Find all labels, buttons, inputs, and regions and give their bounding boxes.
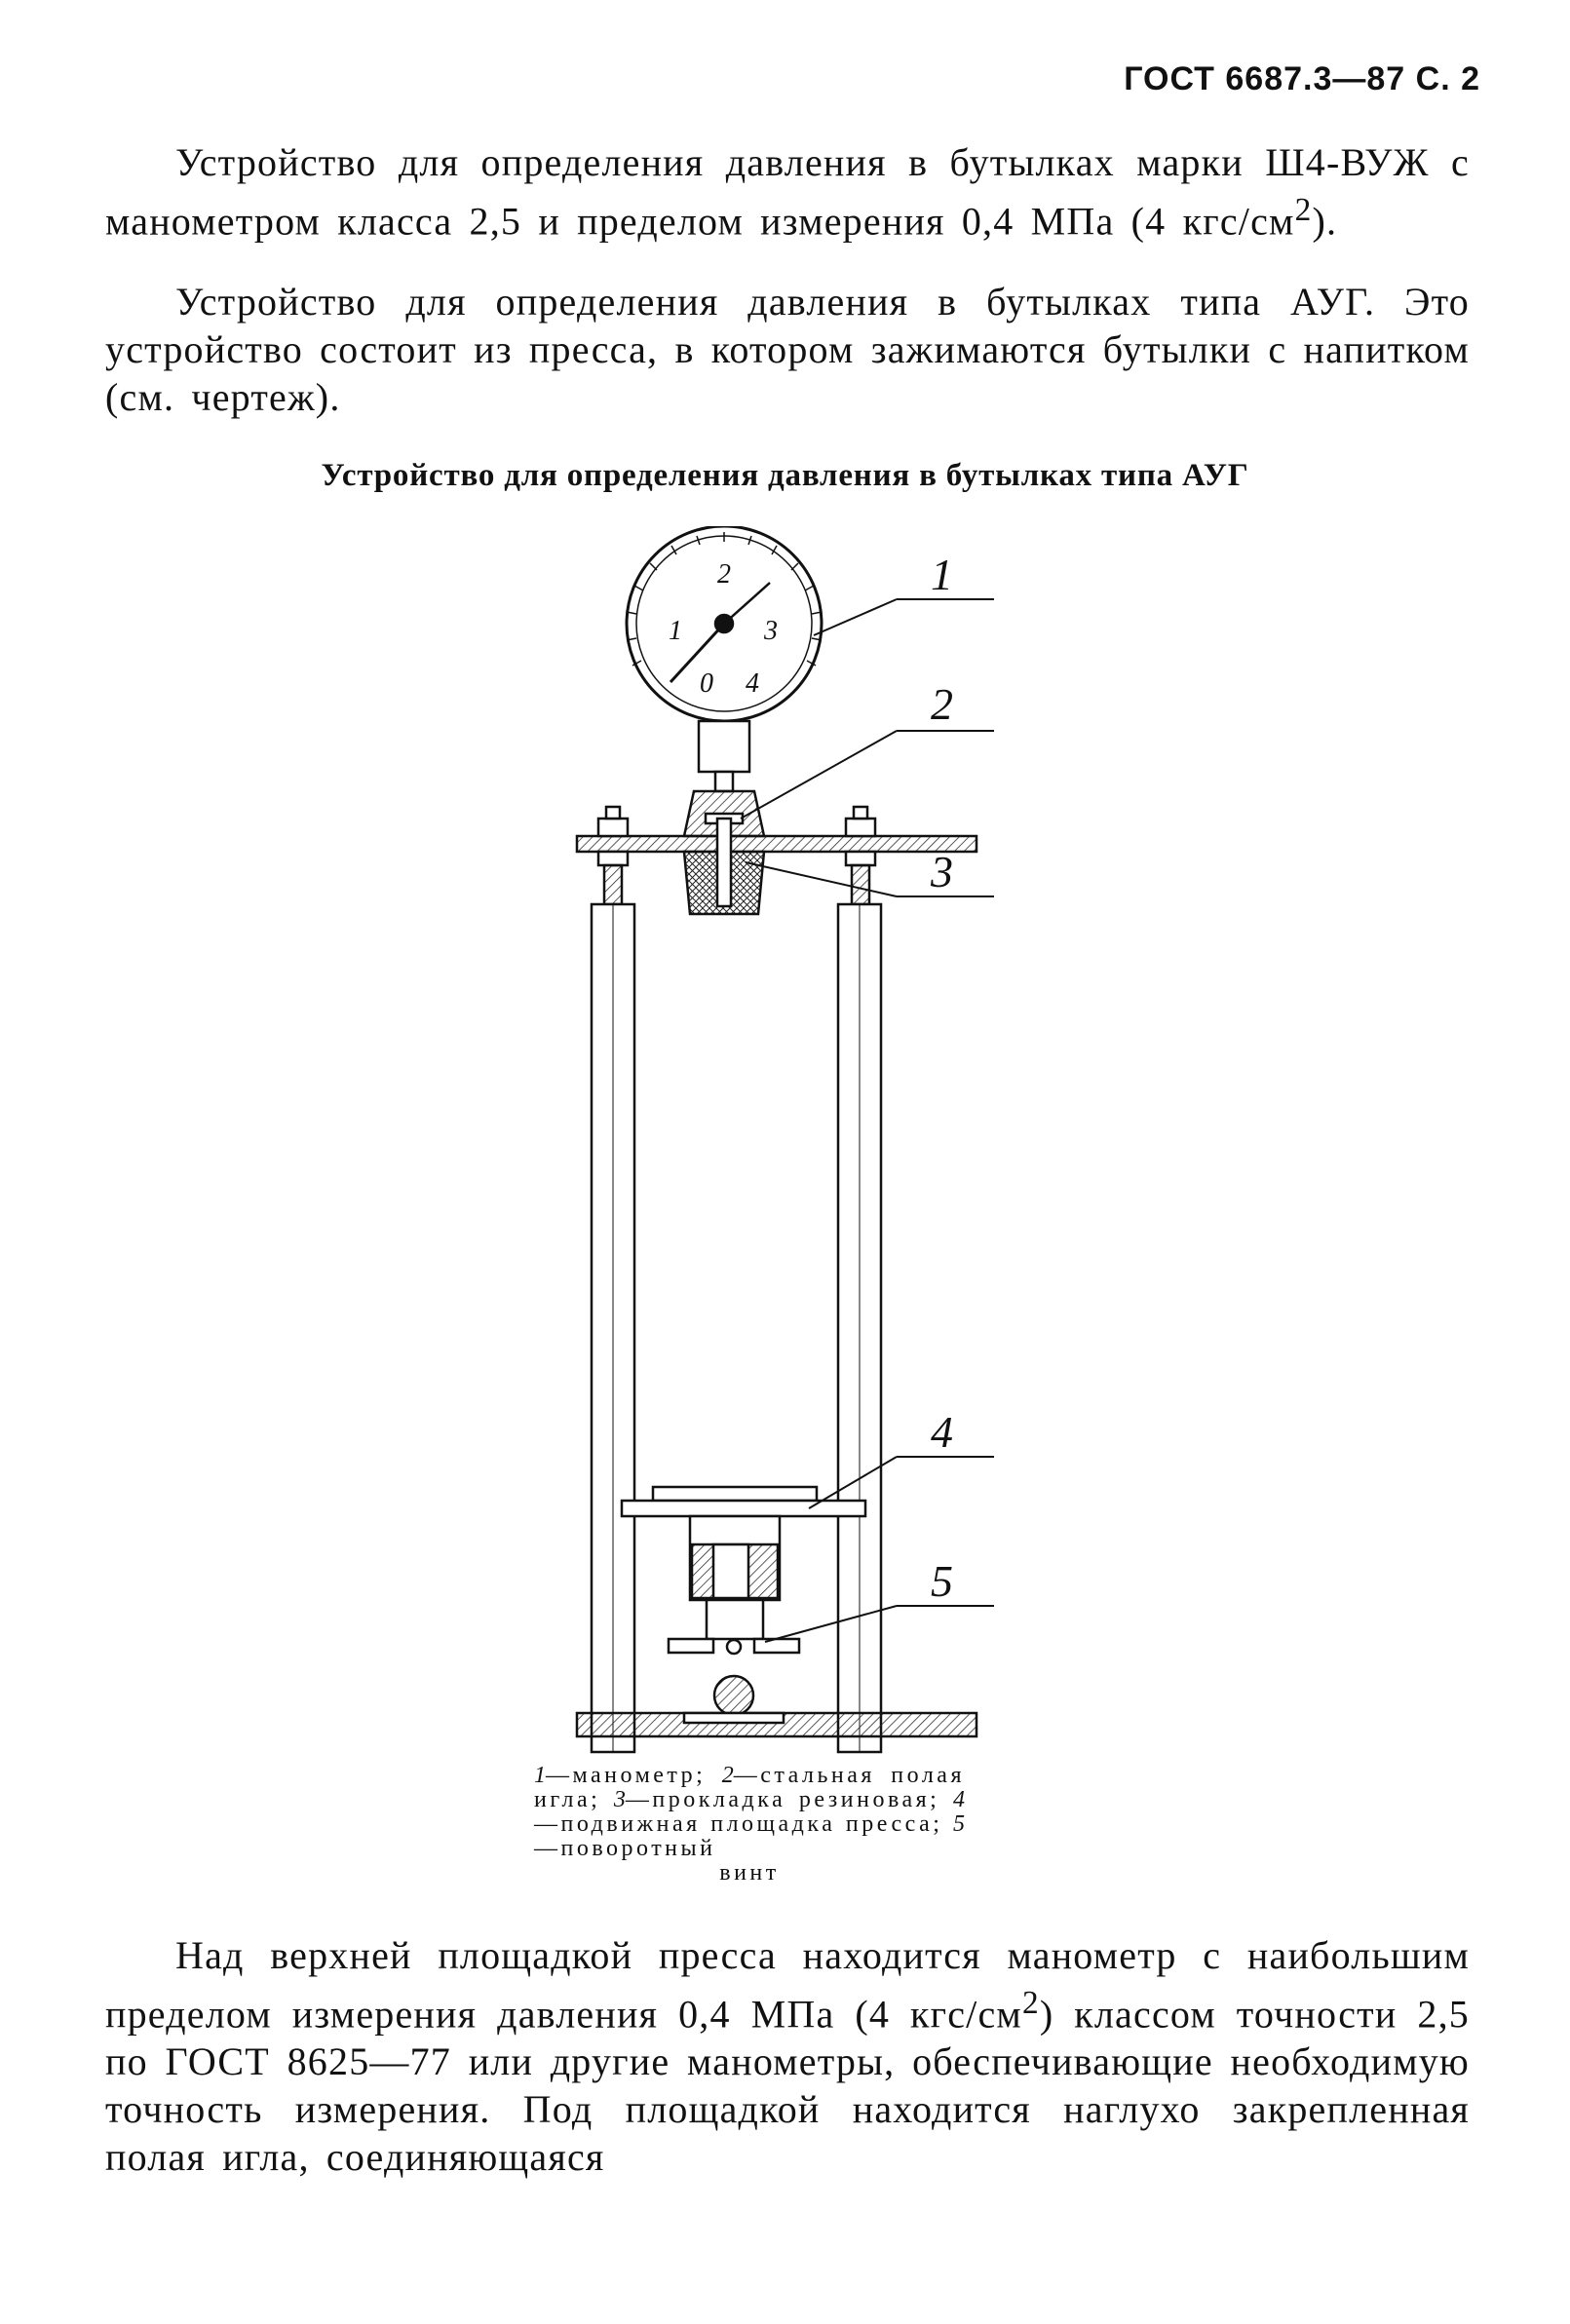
gauge-label-4: 4 <box>746 668 759 699</box>
paragraph-3-text: Над верхней площадкой пресса находится манометр с наибольшим пределом измерения давления 0,4 МПа (4 кгс/см <box>105 1933 1470 2037</box>
superscript: 2 <box>1021 1985 1040 2021</box>
gauge-label-3: 3 <box>764 616 778 646</box>
paragraph-2: Устройство для определения давления в бутылках типа АУГ. Это устройство состоит из пресса, в котором зажимаются бутылки с напитком (см. чертеж). <box>105 280 1470 419</box>
legend-num-2: 2 <box>721 1763 734 1788</box>
top-platform <box>577 836 976 852</box>
legend-text-3: —прокладка резиновая; <box>625 1787 954 1812</box>
pressure-gauge <box>627 526 822 721</box>
paragraph-3 <box>105 1931 1470 2181</box>
gauge-label-2: 2 <box>717 559 731 590</box>
paragraph-3-end: ) классом точности 2,5 по ГОСТ 8625—77 или другие манометры, обеспечивающие необходимую точность измерения. Под площадкой находится наглухо закрепленная полая игла, соединяющаяся <box>105 1992 1470 2180</box>
movable-platform <box>622 1501 865 1516</box>
legend-num-3: 3 <box>613 1787 626 1812</box>
callout-2: 2 <box>931 679 953 729</box>
figure-title: Устройство для определения давления в бутылках типа АУГ <box>321 458 1249 493</box>
legend-text-4: —подвижная площадка пресса; <box>534 1811 953 1837</box>
legend-text-5: —поворотный <box>534 1836 716 1861</box>
rotating-screw <box>714 1676 753 1715</box>
paragraph-1-end: ). <box>1312 199 1338 244</box>
legend-num-4: 4 <box>953 1787 966 1812</box>
legend-num-1: 1 <box>534 1763 546 1788</box>
gauge-fitting <box>699 721 749 772</box>
callout-1: 1 <box>931 550 953 599</box>
gauge-label-0: 0 <box>700 668 713 699</box>
legend-tail: винт <box>719 1860 780 1886</box>
page-header: ГОСТ 6687.3—87 С. 2 <box>1124 60 1480 97</box>
figure-legend <box>534 1764 965 1886</box>
legend-text-2: —стальная полая игла; <box>534 1763 965 1812</box>
legend-num-5: 5 <box>953 1811 965 1837</box>
gauge-label-1: 1 <box>669 616 682 646</box>
callout-3: 3 <box>931 847 953 896</box>
legend-text-1: —манометр; <box>546 1763 722 1788</box>
callout-5: 5 <box>931 1556 953 1606</box>
paragraph-1 <box>105 138 1470 245</box>
paragraph-1-text: Устройство для определения давления в бутылках марки Ш4-ВУЖ с манометром класса 2,5 и пределом измерения 0,4 МПа (4 кгс/см <box>105 140 1470 244</box>
superscript: 2 <box>1294 192 1313 228</box>
press-device-drawing <box>546 526 994 1764</box>
callout-4: 4 <box>931 1407 953 1457</box>
